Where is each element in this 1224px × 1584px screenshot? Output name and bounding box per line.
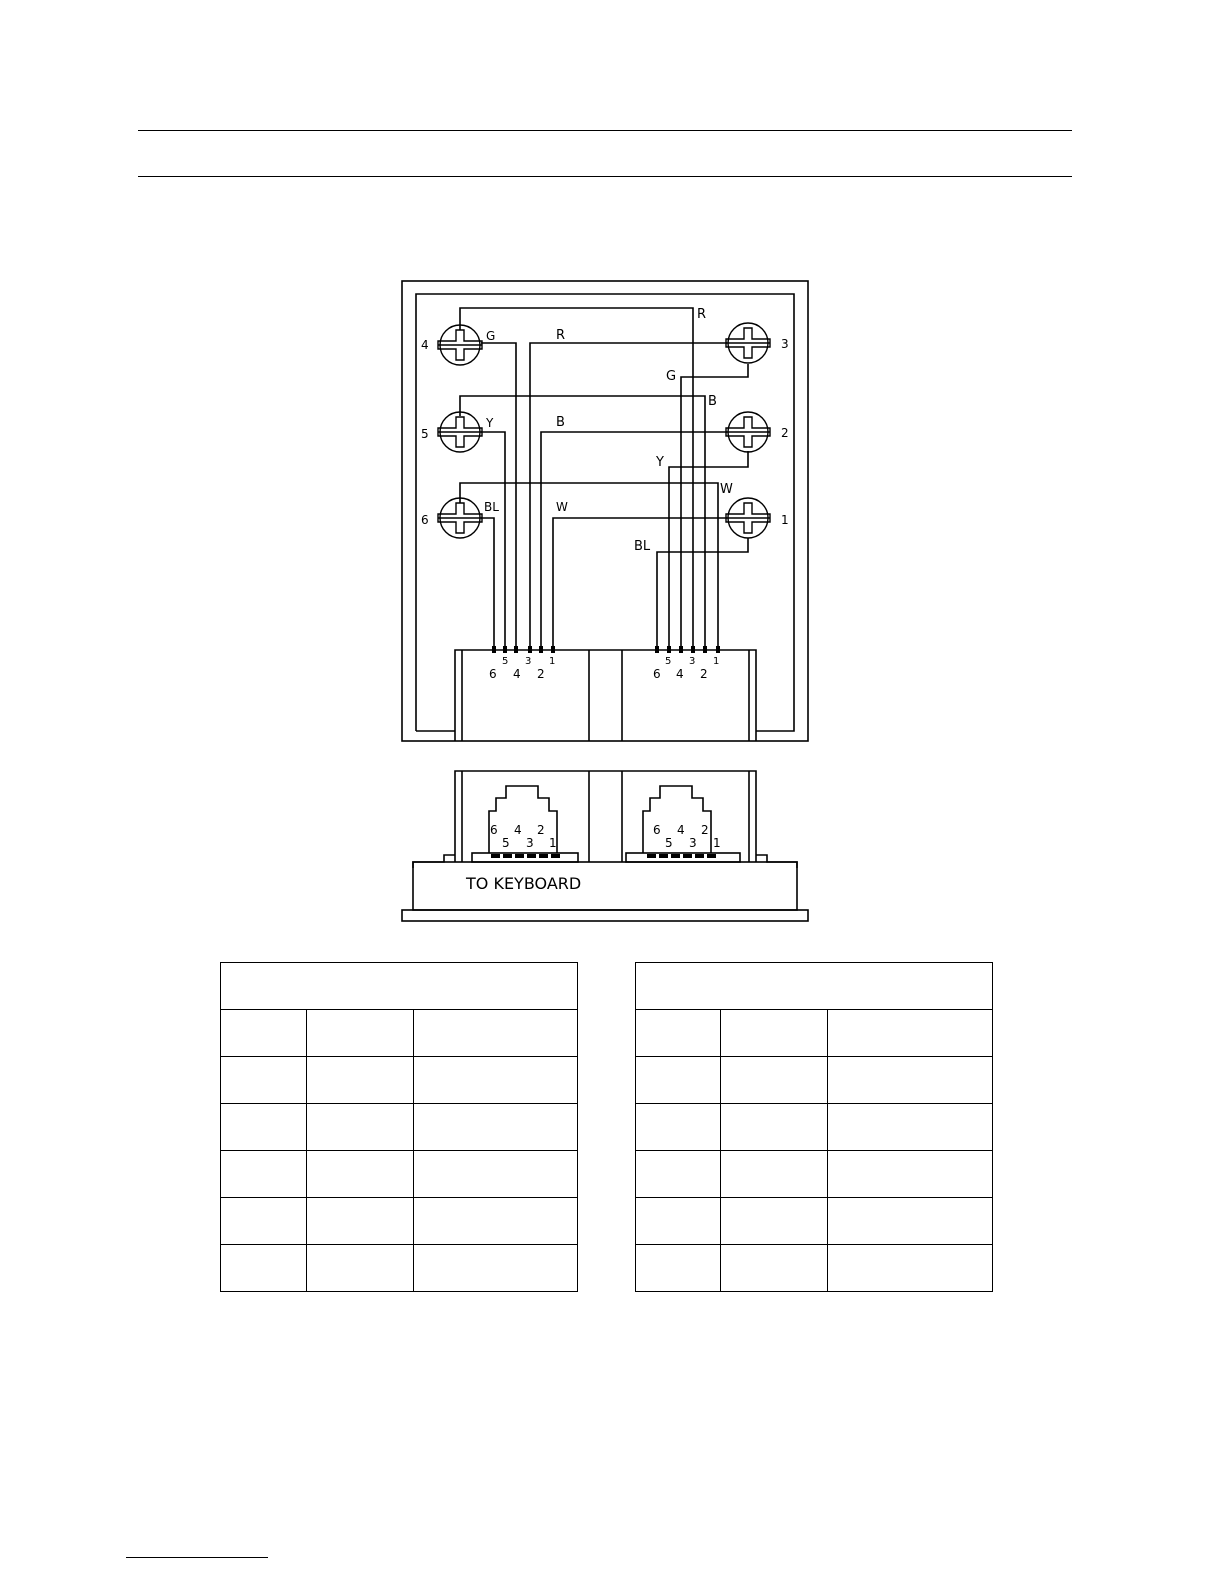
screw-terminal-icon bbox=[726, 498, 770, 538]
jack-contact bbox=[503, 854, 512, 858]
table-cell bbox=[636, 1057, 721, 1104]
wire-y-left bbox=[481, 432, 505, 650]
table-cell bbox=[414, 1198, 578, 1245]
pin-number: 2 bbox=[700, 667, 708, 681]
jack-contact bbox=[647, 854, 656, 858]
jack-pin-number: 5 bbox=[665, 836, 673, 850]
wire-label: BL bbox=[634, 539, 651, 554]
wire-label: W bbox=[720, 482, 733, 497]
jack-contact bbox=[491, 854, 500, 858]
pin-marker bbox=[667, 646, 671, 653]
table-cell bbox=[307, 1104, 414, 1151]
table-row bbox=[636, 1010, 993, 1057]
jack-pin-number: 3 bbox=[689, 836, 697, 850]
screw-terminal-icon bbox=[438, 498, 482, 538]
screw-number: 1 bbox=[781, 513, 789, 527]
jack-pin-number: 1 bbox=[549, 836, 557, 850]
screw-terminal-icon bbox=[726, 323, 770, 363]
table-cell bbox=[221, 1245, 307, 1292]
jack-pin-number: 2 bbox=[701, 823, 709, 837]
screw-number: 4 bbox=[421, 338, 429, 352]
wire-label: Y bbox=[486, 416, 494, 430]
jack-contact bbox=[659, 854, 668, 858]
table-header-cell bbox=[221, 963, 578, 1010]
housing-outline bbox=[402, 281, 808, 741]
wire-label: BL bbox=[484, 500, 499, 514]
jack-contact bbox=[515, 854, 524, 858]
jack-outline-left bbox=[489, 786, 557, 853]
jack-pin-number: 6 bbox=[490, 823, 498, 837]
jack-pin-number: 4 bbox=[514, 823, 522, 837]
base-label: TO KEYBOARD bbox=[466, 874, 582, 893]
table-cell bbox=[721, 1245, 828, 1292]
jack-contact bbox=[695, 854, 704, 858]
table-cell bbox=[828, 1104, 993, 1151]
table-cell bbox=[221, 1010, 307, 1057]
jack-pin-number: 2 bbox=[537, 823, 545, 837]
wire-label: R bbox=[556, 328, 566, 343]
jack-pin-number: 4 bbox=[677, 823, 685, 837]
wire-label: G bbox=[666, 369, 677, 384]
wire-label: G bbox=[486, 329, 496, 343]
pin-number: 6 bbox=[653, 667, 661, 681]
table-cell bbox=[414, 1010, 578, 1057]
table-row bbox=[636, 1198, 993, 1245]
pin-marker bbox=[528, 646, 532, 653]
table-cell bbox=[221, 1151, 307, 1198]
wire-label: R bbox=[697, 307, 707, 322]
table-cell bbox=[636, 1151, 721, 1198]
jack-contact bbox=[707, 854, 716, 858]
table-row bbox=[221, 1104, 578, 1151]
table-cell bbox=[221, 1198, 307, 1245]
table-cell bbox=[828, 1151, 993, 1198]
table-cell bbox=[414, 1151, 578, 1198]
table-row bbox=[221, 1057, 578, 1104]
table-row bbox=[636, 1245, 993, 1292]
table-cell bbox=[221, 1057, 307, 1104]
table-cell bbox=[307, 1198, 414, 1245]
table-row bbox=[221, 1151, 578, 1198]
wire-r-top bbox=[460, 308, 693, 650]
jack-pin-number: 5 bbox=[502, 836, 510, 850]
table-row bbox=[636, 1057, 993, 1104]
table-cell bbox=[721, 1057, 828, 1104]
pin-marker bbox=[503, 646, 507, 653]
table-cell bbox=[221, 1104, 307, 1151]
wire-r-left bbox=[530, 343, 727, 650]
wire-bl-left bbox=[481, 518, 494, 650]
table-cell bbox=[636, 1245, 721, 1292]
screw-number: 2 bbox=[781, 426, 789, 440]
table-header-row bbox=[221, 963, 578, 1010]
jack-pin-number: 3 bbox=[526, 836, 534, 850]
pin-number: 4 bbox=[676, 667, 684, 681]
table-cell bbox=[414, 1104, 578, 1151]
jack-contact bbox=[551, 854, 560, 858]
screw-number: 6 bbox=[421, 513, 429, 527]
table-cell bbox=[414, 1245, 578, 1292]
table-header-row bbox=[636, 963, 993, 1010]
table-row bbox=[221, 1010, 578, 1057]
screw-number: 3 bbox=[781, 337, 789, 351]
table-cell bbox=[721, 1104, 828, 1151]
screw-terminal-icon bbox=[726, 412, 770, 452]
table-cell bbox=[636, 1010, 721, 1057]
pin-number: 4 bbox=[513, 667, 521, 681]
pin-marker bbox=[539, 646, 543, 653]
table-cell bbox=[414, 1057, 578, 1104]
table-cell bbox=[636, 1198, 721, 1245]
pin-number: 2 bbox=[537, 667, 545, 681]
wire-bl-right bbox=[657, 538, 748, 650]
wire-label: Y bbox=[656, 455, 664, 470]
jack-pin-number: 1 bbox=[713, 836, 721, 850]
table-body bbox=[636, 963, 993, 1292]
table-cell bbox=[721, 1151, 828, 1198]
table-row bbox=[221, 1245, 578, 1292]
connector-block bbox=[455, 650, 756, 741]
table-header-cell bbox=[636, 963, 993, 1010]
table-row bbox=[221, 1198, 578, 1245]
table-cell bbox=[828, 1010, 993, 1057]
jack-contact bbox=[671, 854, 680, 858]
table-cell bbox=[307, 1057, 414, 1104]
pin-number: 3 bbox=[689, 656, 696, 667]
table-cell bbox=[307, 1151, 414, 1198]
table-cell bbox=[307, 1245, 414, 1292]
wire-g-left bbox=[481, 343, 516, 650]
pin-number: 5 bbox=[665, 656, 672, 667]
table-cell bbox=[307, 1010, 414, 1057]
pin-number: 1 bbox=[713, 656, 720, 667]
pin-number: 1 bbox=[549, 656, 556, 667]
table-row bbox=[636, 1104, 993, 1151]
wire-label: B bbox=[556, 415, 565, 430]
screw-terminal-icon bbox=[438, 412, 482, 452]
table-row bbox=[636, 1151, 993, 1198]
jack-contact bbox=[527, 854, 536, 858]
wiring-table-right bbox=[635, 962, 993, 1292]
footnote-rule bbox=[126, 1557, 268, 1558]
pin-marker bbox=[514, 646, 518, 653]
table-cell bbox=[636, 1104, 721, 1151]
pin-number: 3 bbox=[525, 656, 532, 667]
pin-marker bbox=[716, 646, 720, 653]
table-cell bbox=[828, 1198, 993, 1245]
base-foot bbox=[402, 910, 808, 921]
pin-number: 5 bbox=[502, 656, 509, 667]
jack-contact bbox=[683, 854, 692, 858]
jack-contact bbox=[539, 854, 548, 858]
wire-label: W bbox=[556, 500, 568, 514]
pin-marker bbox=[703, 646, 707, 653]
wire-label: B bbox=[708, 394, 717, 409]
jack-pin-number: 6 bbox=[653, 823, 661, 837]
wiring-table-left bbox=[220, 962, 578, 1292]
pin-marker bbox=[679, 646, 683, 653]
pin-marker bbox=[551, 646, 555, 653]
table-cell bbox=[828, 1245, 993, 1292]
screw-terminal-icon bbox=[438, 325, 482, 365]
screw-number: 5 bbox=[421, 427, 429, 441]
pin-marker bbox=[492, 646, 496, 653]
table-cell bbox=[721, 1010, 828, 1057]
wire-w-left bbox=[553, 518, 727, 650]
jack-outline-right bbox=[643, 786, 711, 853]
pin-number: 6 bbox=[489, 667, 497, 681]
pin-marker bbox=[655, 646, 659, 653]
table-cell bbox=[828, 1057, 993, 1104]
table-body bbox=[221, 963, 578, 1292]
table-cell bbox=[721, 1198, 828, 1245]
pin-marker bbox=[691, 646, 695, 653]
